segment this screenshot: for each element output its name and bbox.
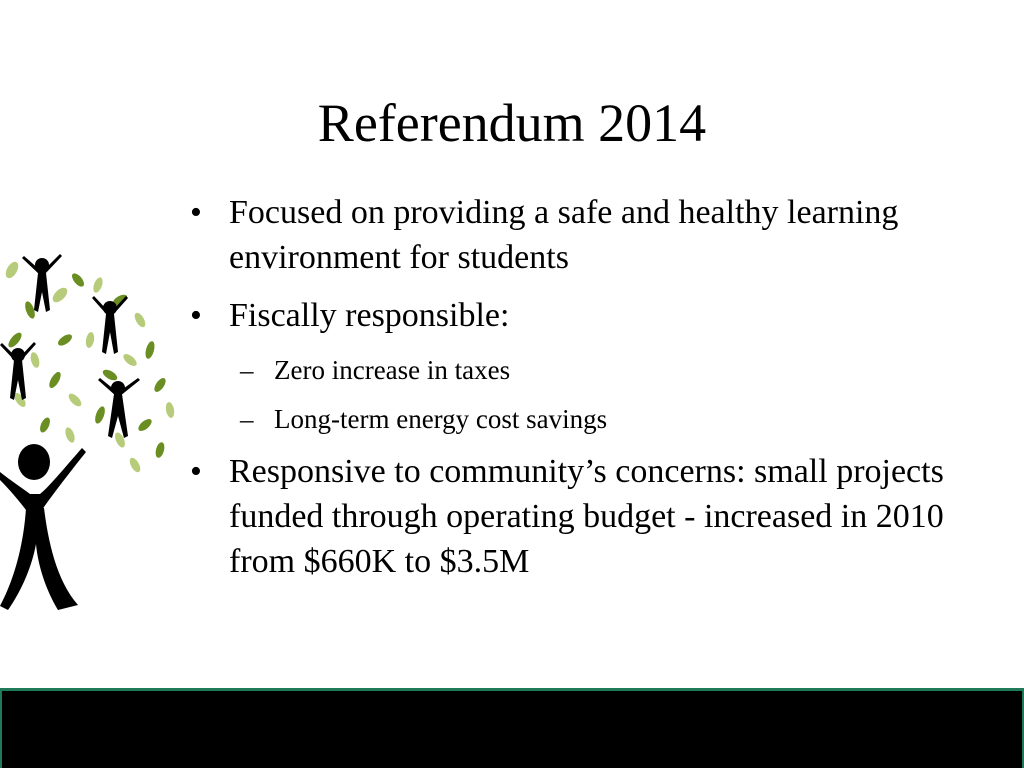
sub-bullet-text: Zero increase in taxes	[274, 355, 511, 385]
footer-bar	[0, 688, 1024, 768]
bullet-text: Focused on providing a safe and healthy learning environment for students	[229, 194, 899, 276]
bullet-glyph: •	[190, 194, 202, 231]
bullet-text: Fiscally responsible:	[229, 297, 510, 334]
bullet-glyph: •	[190, 297, 202, 334]
bullet-list	[188, 190, 968, 597]
sub-bullet-item	[188, 400, 968, 438]
sub-bullet-glyph: –	[240, 404, 254, 434]
bullet-item	[188, 449, 968, 584]
bullet-item	[188, 293, 968, 338]
bullet-glyph: •	[190, 453, 202, 490]
sub-bullet-item	[188, 351, 968, 389]
slide-title	[0, 88, 1024, 158]
sub-bullet-glyph: –	[240, 355, 254, 385]
sub-bullet-list	[188, 351, 968, 438]
sub-bullet-text: Long-term energy cost savings	[274, 404, 608, 434]
tree-of-people-icon	[0, 240, 190, 610]
slide-title-text: Referendum 2014	[317, 93, 707, 153]
leaves-group	[3, 260, 175, 474]
bullet-item	[188, 190, 968, 280]
sub-list-wrapper	[188, 351, 968, 438]
bullet-text: Responsive to community’s concerns: small projects funded through operating budget - increased in 2010 from $660K to $3.5M	[229, 453, 944, 580]
